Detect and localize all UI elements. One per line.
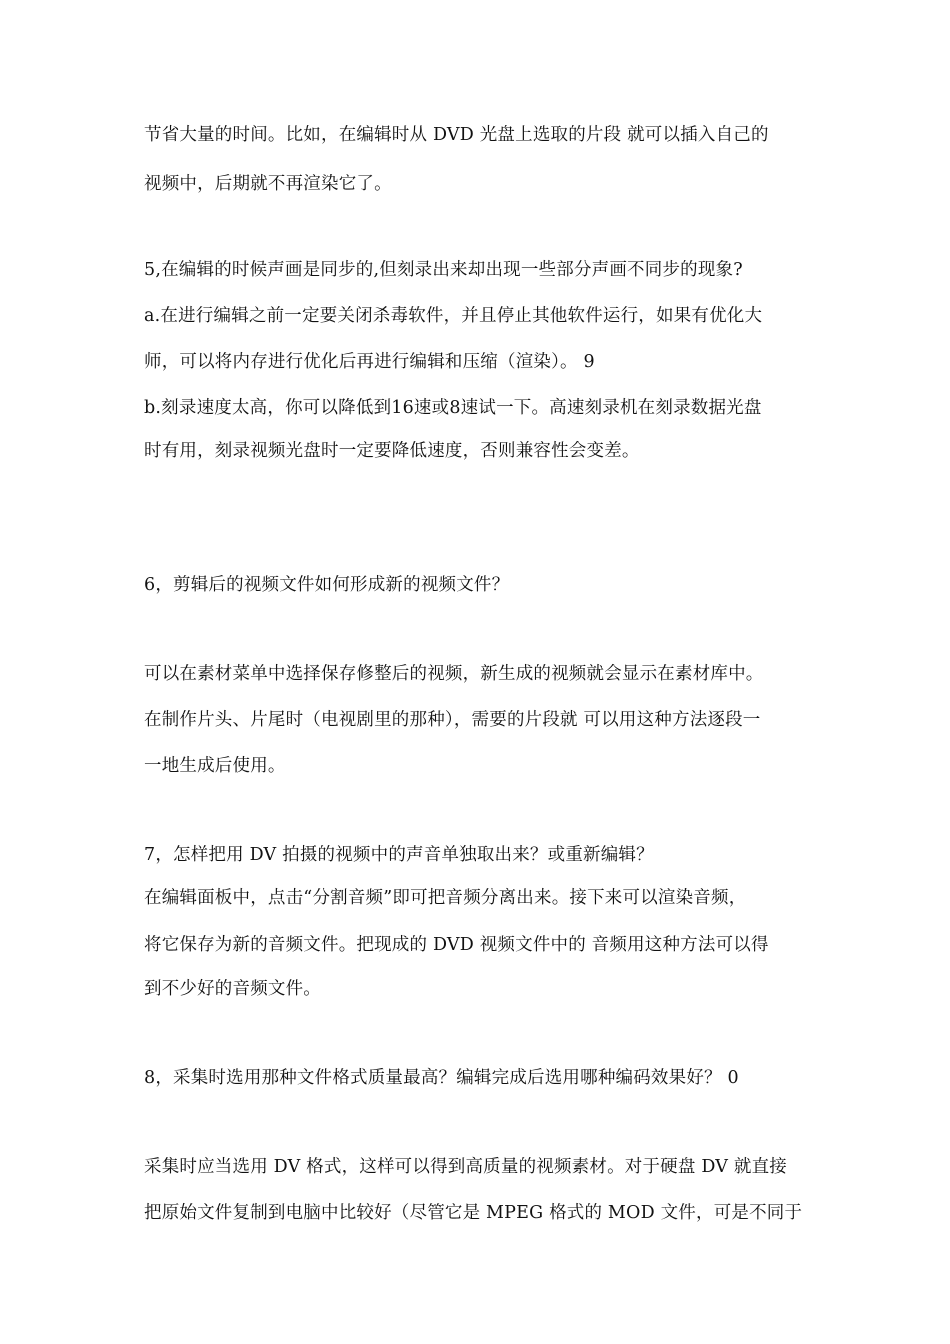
question-8-heading: 8，采集时选用那种文件格式质量最高？编辑完成后选用哪种编码效果好？ 0 (144, 1068, 739, 1088)
paragraph-line: 视频中，后期就不再渲染它了。 (144, 174, 392, 194)
paragraph-line: 在制作片头、片尾时（电视剧里的那种），需要的片段就 可以用这种方法逐段一 (144, 710, 761, 730)
paragraph-line: a.在进行编辑之前一定要关闭杀毒软件，并且停止其他软件运行，如果有优化大 (144, 306, 763, 326)
paragraph-line: 节省大量的时间。比如，在编辑时从 DVD 光盘上选取的片段 就可以插入自己的 (144, 125, 769, 145)
paragraph-line: 把原始文件复制到电脑中比较好（尽管它是 MPEG 格式的 MOD 文件，可是不同于 (144, 1203, 803, 1223)
paragraph-line: 采集时应当选用 DV 格式，这样可以得到高质量的视频素材。对于硬盘 DV 就直接 (144, 1157, 787, 1177)
paragraph-line: 在编辑面板中，点击“分割音频”即可把音频分离出来。接下来可以渲染音频， (144, 888, 747, 908)
paragraph-line: 到不少好的音频文件。 (144, 979, 321, 999)
paragraph-line: b.刻录速度太高，你可以降低到16速或8速试一下。高速刻录机在刻录数据光盘 (144, 398, 762, 418)
paragraph-line: 一地生成后使用。 (144, 756, 286, 776)
question-5-heading: 5,在编辑的时候声画是同步的,但刻录出来却出现一些部分声画不同步的现象? (144, 260, 743, 280)
paragraph-line: 时有用，刻录视频光盘时一定要降低速度，否则兼容性会变差。 (144, 441, 640, 461)
paragraph-line: 可以在素材菜单中选择保存修整后的视频，新生成的视频就会显示在素材库中。 (144, 664, 764, 684)
paragraph-line: 将它保存为新的音频文件。把现成的 DVD 视频文件中的 音频用这种方法可以得 (144, 935, 769, 955)
paragraph-line: 师，可以将内存进行优化后再进行编辑和压缩（渲染）。 9 (144, 352, 595, 372)
question-7-heading: 7，怎样把用 DV 拍摄的视频中的声音单独取出来？或重新编辑？ (144, 845, 654, 865)
question-6-heading: 6，剪辑后的视频文件如何形成新的视频文件？ (144, 575, 510, 595)
